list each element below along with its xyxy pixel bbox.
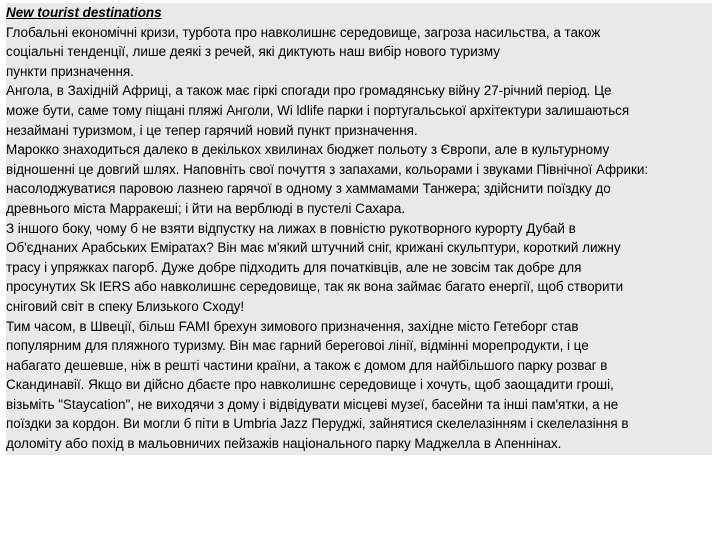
text-line: Скандинавії. Якщо ви дійсно дбаєте про навколишнє середовище і хочуть, щоб заощадити гроші, — [6, 377, 614, 393]
text-line: Ангола, в Західній Африці, а також має гіркі спогади про громадянську війну 27-річний період. Це — [6, 83, 612, 99]
text-line: поїздки за кордон. Ви могли б піти в Umbria Jazz Перуджі, зайнятися скелелазінням і скелелазіння в — [6, 416, 629, 432]
text-line: Тим часом, в Швеції, більш FAMI брехун зимового призначення, західне місто Гетеборг став — [6, 318, 579, 334]
text-line: соціальні тенденції, лише деякі з речей, які диктують наш вибір нового туризму — [6, 44, 500, 60]
document-title: New tourist destinations — [6, 5, 162, 20]
text-line: Глобальні економічні кризи, турбота про навколишнє середовище, загроза насильства, а також — [6, 24, 601, 40]
text-line: пункти призначення. — [6, 63, 134, 79]
text-line: просунутих Sk IERS або навколишнє середовище, так як вона займає багато енергії, щоб створити — [6, 279, 624, 295]
document-body — [6, 3, 706, 454]
text-line: відношенні це довгий шлях. Наповніть свої почуття з запахами, кольорами і звуками Північної Африки: — [6, 161, 649, 177]
text-line: може бути, саме тому піщані пляжі Анголи, Wi ldlife парки і португальської архітектури залишаються — [6, 102, 630, 118]
text-line: З іншого боку, чому б не взяти відпустку на лижах в повністю рукотворного курорту Дубай в — [6, 220, 576, 236]
text-line: Марокко знаходиться далеко в декількох хвилинах бюджет польоту з Європи, але в культурному — [6, 142, 610, 158]
text-line: сніговий світ в спеку Близького Сходу! — [6, 298, 245, 314]
text-line: трасу і упряжках пагорб. Дуже добре підходить для початківців, але не зовсім так добре для — [6, 259, 582, 275]
text-line: набагато дешевше, ніж в решті частини країни, а також є домом для найбільшого парку розваг в — [6, 357, 608, 373]
text-line: насолоджуватися паровою лазнею гарячої в одному з хаммамами Танжера; здійснити поїздку до — [6, 181, 611, 197]
text-line: популярним для пляжного туризму. Він має гарний береговоі лінії, відмінні морепродукти, і це — [6, 338, 589, 354]
text-line: незаймані туризмом, і це тепер гарячий новий пункт призначення. — [6, 122, 418, 138]
text-line: древнього міста Марракеші; і йти на верблюді в пустелі Сахара. — [6, 200, 406, 216]
text-line: візьміть "Staycation", не виходячи з дому і відвідувати місцеві музеї, басейни та інші пам'ятки, а не — [6, 396, 619, 412]
text-line: Об'єднаних Арабських Еміратах? Він має м'який штучний сніг, крижані скульптури, короткий лижну — [6, 240, 621, 256]
text-line: доломіту або похід в мальовничих пейзажів національного парку Маджелла в Апеннінах. — [6, 436, 562, 452]
